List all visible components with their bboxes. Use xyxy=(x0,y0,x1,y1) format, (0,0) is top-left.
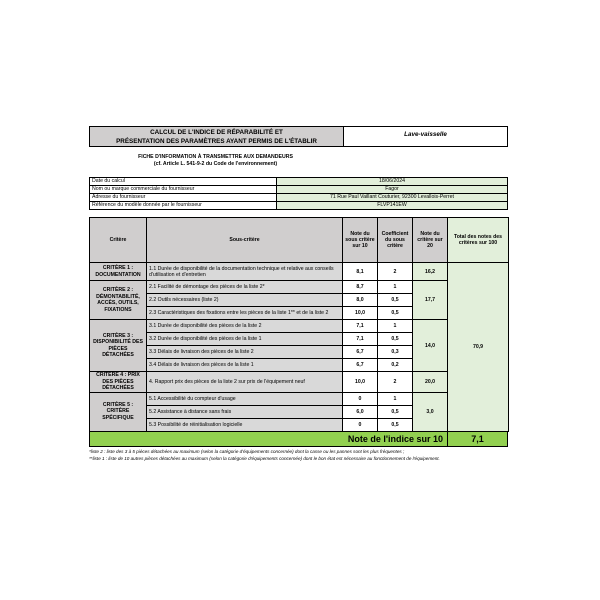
report-title xyxy=(90,127,344,146)
sub-criterion-coef: 1 xyxy=(378,320,413,333)
criterion-name: CRITÈRE 1 : DOCUMENTATION xyxy=(90,263,147,281)
sub-criterion-label: 2.2 Outils nécessaires (liste 2) xyxy=(147,294,343,307)
sub-criterion-note: 6,7 xyxy=(343,359,378,372)
final-score-bar xyxy=(89,431,508,447)
info-row-address xyxy=(90,194,508,202)
sub-criterion-label: 5.2 Assistance à distance sans frais xyxy=(147,405,343,418)
info-row-date xyxy=(90,178,508,186)
sub-criterion-coef: 1 xyxy=(378,281,413,294)
info-sheet-title: FICHE D'INFORMATION À TRANSMETTRE AUX DEMANDEURS xyxy=(138,154,293,160)
total-score: 70,9 xyxy=(448,263,509,432)
sub-criterion-note: 8,0 xyxy=(343,294,378,307)
sub-criterion-coef: 0,2 xyxy=(378,359,413,372)
col-header-note20: Note du critère sur 20 xyxy=(413,218,448,263)
criterion-name: CRITÈRE 5 : CRITÈRE SPÉCIFIQUE xyxy=(90,392,147,431)
col-header-coef: Coefficient du sous critère xyxy=(378,218,413,263)
sub-criterion-note: 0 xyxy=(343,418,378,431)
criterion-name: CRITÈRE 4 : PRIX DES PIÈCES DÉTACHÉES xyxy=(90,372,147,393)
sub-criterion-coef: 0,5 xyxy=(378,294,413,307)
sub-criterion-note: 8,7 xyxy=(343,281,378,294)
sub-criterion-coef: 0,3 xyxy=(378,346,413,359)
criterion-name: CRITÈRE 3 : DISPONIBILITÉ DES PIÈCES DÉTACHÉES xyxy=(90,320,147,372)
sub-criterion-note: 10,0 xyxy=(343,307,378,320)
sub-criterion-label: 4. Rapport prix des pièces de la liste 2 sur prix de l'équipement neuf xyxy=(147,372,343,393)
col-header-note10: Note du sous critère sur 10 xyxy=(343,218,378,263)
sub-criterion-coef: 0,5 xyxy=(378,418,413,431)
sub-criterion-coef: 0,5 xyxy=(378,307,413,320)
report-title-line2: PRÉSENTATION DES PARAMÈTRES AYANT PERMIS DE L'ÉTABLIR xyxy=(116,138,317,145)
table-row xyxy=(90,281,509,294)
table-row xyxy=(90,263,509,281)
report-title-line1: CALCUL DE L'INDICE DE RÉPARABILITÉ ET xyxy=(150,129,283,136)
sub-criterion-coef: 0,5 xyxy=(378,405,413,418)
sub-criterion-label: 5.1 Accessibilité du compteur d'usage xyxy=(147,392,343,405)
sub-criterion-coef: 1 xyxy=(378,392,413,405)
repairability-table xyxy=(89,217,509,432)
footnote-list2: *liste 2 : liste des 3 à 5 pièces détachées au maximum (selon la catégorie d'équipements concernée) dont la casse ou les pannes sont les plus fréquentes ; xyxy=(89,449,405,454)
sub-criterion-coef: 0,5 xyxy=(378,333,413,346)
info-label: Nom ou marque commerciale du fournisseur xyxy=(90,186,277,194)
info-value: Fagor xyxy=(277,186,508,194)
col-header-critere: Critère xyxy=(90,218,147,263)
info-label: Référence du modèle donnée par le fournisseur xyxy=(90,202,277,210)
table-row xyxy=(90,372,509,393)
criterion-note20: 14,0 xyxy=(413,320,448,372)
criterion-note20: 16,2 xyxy=(413,263,448,281)
sub-criterion-coef: 2 xyxy=(378,263,413,281)
sub-criterion-label: 2.1 Facilité de démontage des pièces de la liste 2* xyxy=(147,281,343,294)
sub-criterion-label: 1.1 Durée de disponibilité de la documentation technique et relative aux conseils d'utilisation et d'entretien xyxy=(147,263,343,281)
sub-criterion-note: 6,7 xyxy=(343,346,378,359)
info-value: FLVP141EW xyxy=(277,202,508,210)
supplier-info-table xyxy=(89,177,508,210)
col-header-total: Total des notes des critères sur 100 xyxy=(448,218,509,263)
report-header xyxy=(89,126,508,147)
product-type: Lave-vaisselle xyxy=(404,131,447,138)
table-row xyxy=(90,392,509,405)
legal-reference: (cf. Article L. 541-9-2 du Code de l'environnement) xyxy=(153,161,278,167)
sub-criterion-note: 10,0 xyxy=(343,372,378,393)
criterion-note20: 20,0 xyxy=(413,372,448,393)
sub-criterion-note: 0 xyxy=(343,392,378,405)
criterion-name: CRITÈRE 2 : DÉMONTABILITÉ, ACCÈS, OUTILS, FIXATIONS xyxy=(90,281,147,320)
sub-criterion-label: 3.2 Durée de disponibilité des pièces de la liste 1 xyxy=(147,333,343,346)
col-header-sous-critere: Sous-critère xyxy=(147,218,343,263)
info-value: 18/06/2024 xyxy=(277,178,508,186)
criterion-note20: 3,0 xyxy=(413,392,448,431)
sub-criterion-note: 8,1 xyxy=(343,263,378,281)
info-label: Date du calcul xyxy=(90,178,277,186)
info-label: Adresse du fournisseur xyxy=(90,194,277,202)
sub-criterion-note: 7,1 xyxy=(343,333,378,346)
sub-criterion-coef: 2 xyxy=(378,372,413,393)
info-row-brand xyxy=(90,186,508,194)
table-row xyxy=(90,320,509,333)
sub-criterion-label: 3.4 Délais de livraison des pièces de la liste 1 xyxy=(147,359,343,372)
sub-criterion-label: 3.1 Durée de disponibilité des pièces de la liste 2 xyxy=(147,320,343,333)
footnote-list1: **liste 1 : liste de 10 autres pièces détachées au maximum (selon la catégorie d'équipements concernée) dont le bon état est nécessaire au fonctionnement de l'équipement. xyxy=(89,456,440,461)
sub-criterion-note: 7,1 xyxy=(343,320,378,333)
sub-criterion-label: 3.3 Délais de livraison des pièces de la liste 2 xyxy=(147,346,343,359)
final-score-value: 7,1 xyxy=(471,434,484,444)
criterion-note20: 17,7 xyxy=(413,281,448,320)
info-value: 71 Rue Paul Vaillant Couturier, 92300 Levallois-Perret xyxy=(277,194,508,202)
sub-criterion-note: 6,0 xyxy=(343,405,378,418)
final-score-label: Note de l'indice sur 10 xyxy=(90,432,448,446)
info-row-model xyxy=(90,202,508,210)
sub-criterion-label: 2.3 Caractéristiques des fixations entre les pièces de la liste 1** et de la liste 2 xyxy=(147,307,343,320)
table-header-row xyxy=(90,218,509,263)
sub-criterion-label: 5.3 Possibilité de réinitialisation logicielle xyxy=(147,418,343,431)
